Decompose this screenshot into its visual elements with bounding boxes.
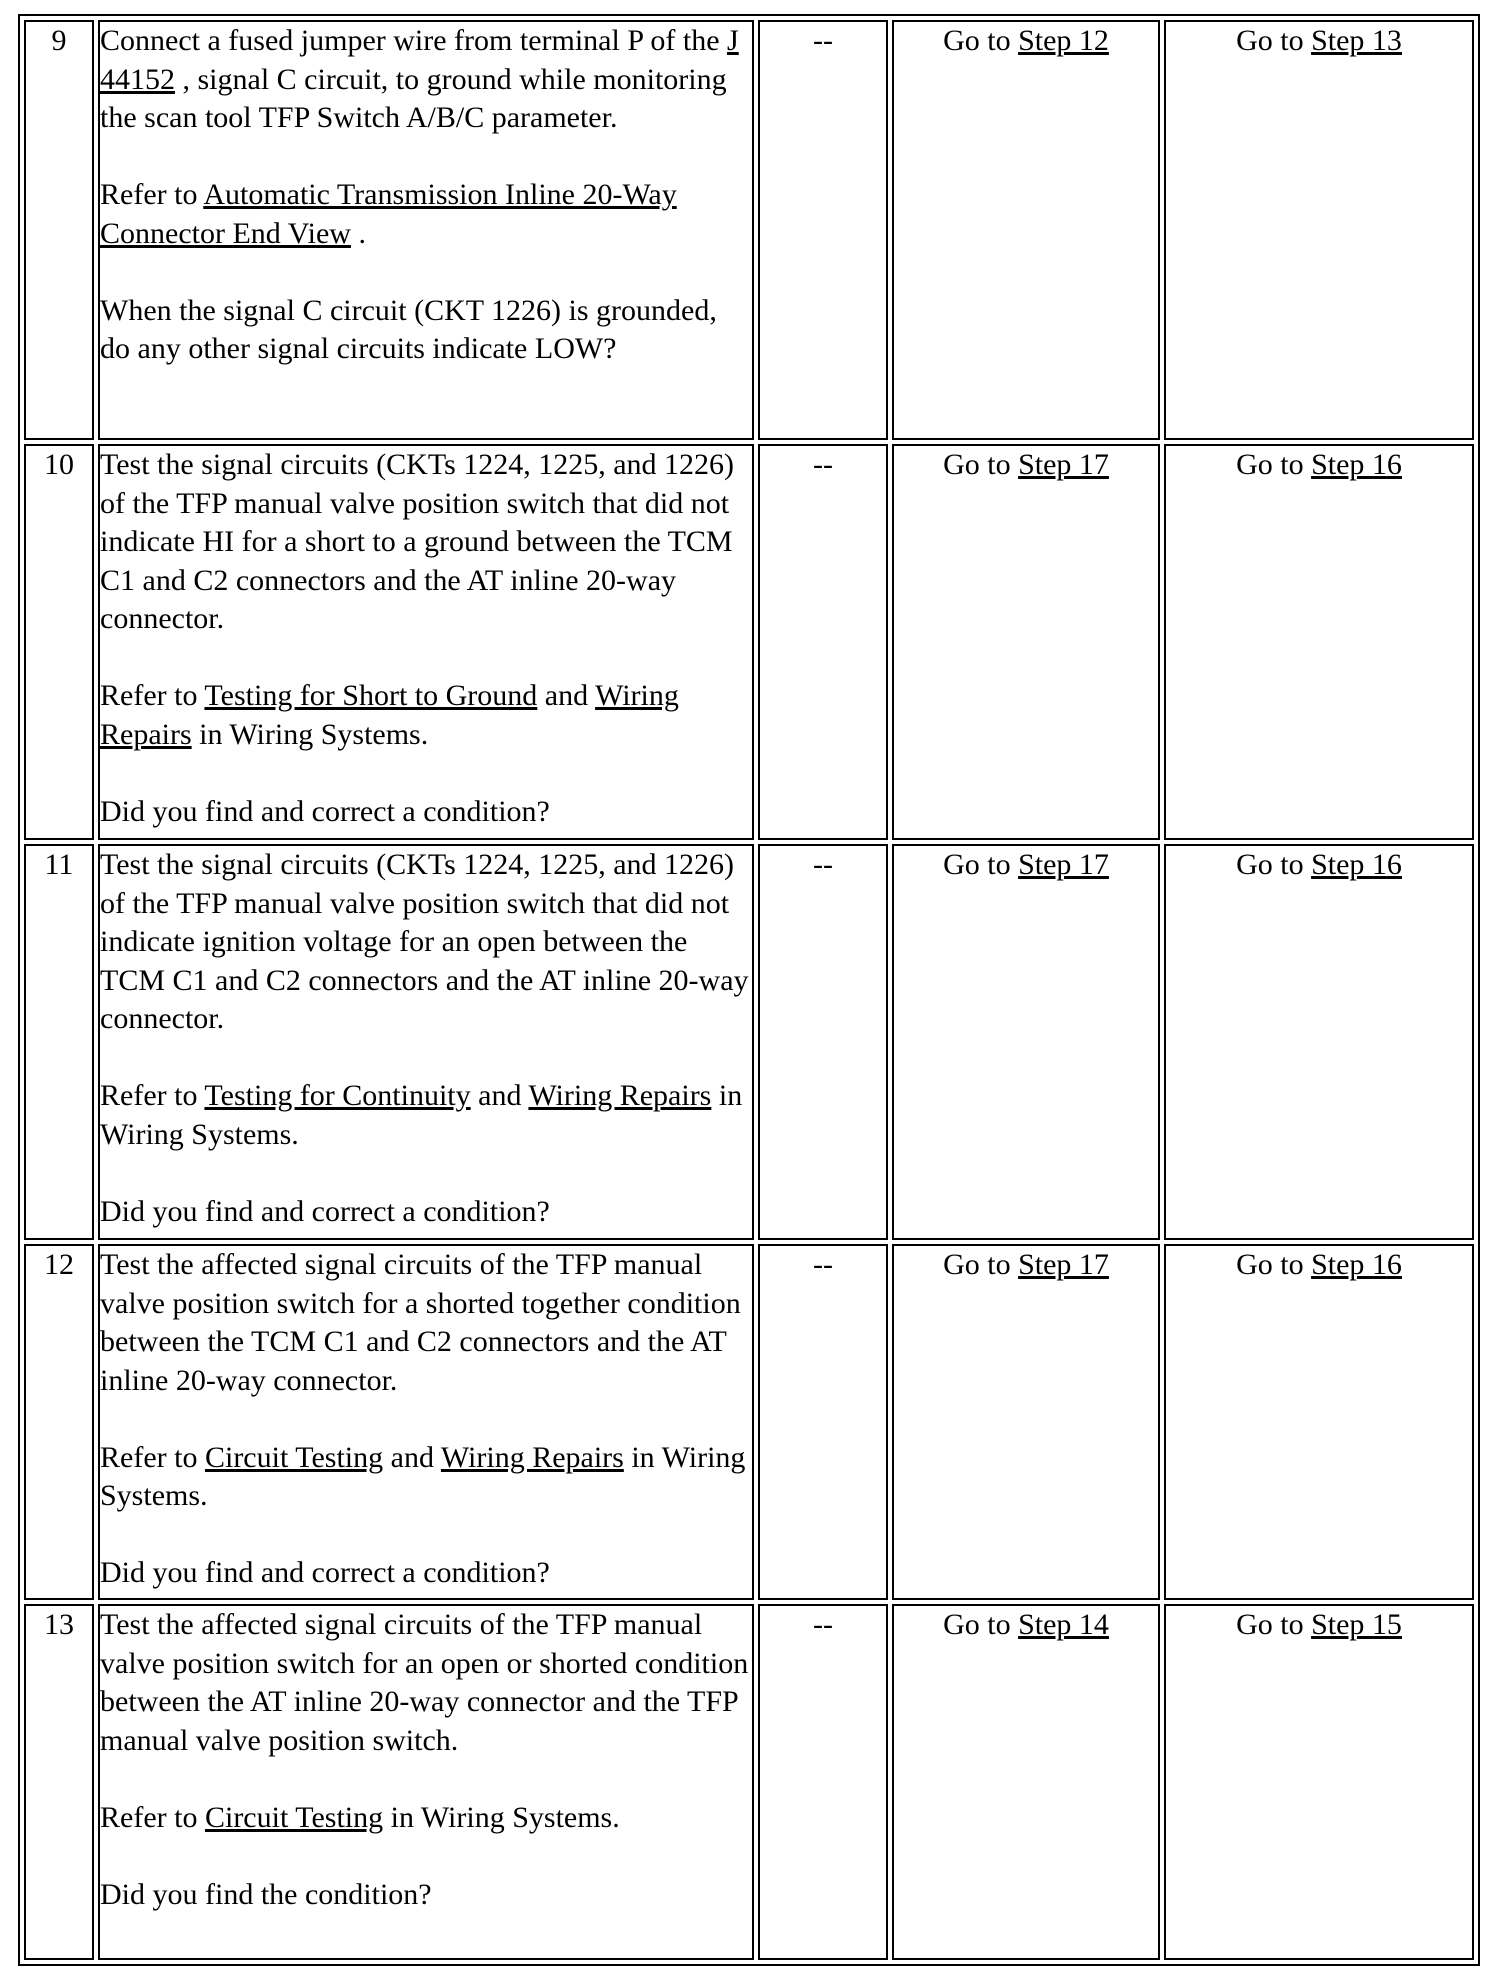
values-cell: --: [758, 20, 888, 440]
instruction-text: Test the signal circuits (CKTs 1224, 1225, and 1226) of the TFP manual valve position switch that did not indicate HI for a short to a ground between the TCM C1 and C2 connectors and the AT inline 20-way connector.: [100, 448, 735, 635]
action-cell: [98, 1244, 754, 1600]
action-cell: [98, 844, 754, 1240]
table-row: [24, 844, 1474, 1240]
reference-link[interactable]: Circuit Testing: [204, 1800, 384, 1834]
wiring-repairs-link[interactable]: Wiring Repairs: [440, 1440, 624, 1474]
yes-cell: Go to Step 17: [892, 1244, 1160, 1600]
question-text: Did you find and correct a condition?: [100, 1556, 550, 1589]
tool-link[interactable]: J 44152: [100, 24, 739, 96]
action-cell: [98, 1604, 754, 1960]
step-number: 9: [24, 20, 94, 440]
action-cell: [98, 20, 754, 440]
reference-text: Refer to Circuit Testing and Wiring Repairs in Wiring Systems.: [100, 1440, 746, 1512]
yes-cell: Go to Step 12: [892, 20, 1160, 440]
reference-text: Refer to Testing for Short to Ground and Wiring Repairs in Wiring Systems.: [100, 679, 679, 751]
no-cell: Go to Step 16: [1164, 844, 1474, 1240]
step-number: 12: [24, 1244, 94, 1600]
yes-step-link[interactable]: Step 17: [1018, 1248, 1109, 1281]
reference-text: Refer to Automatic Transmission Inline 20-Way Connector End View .: [100, 178, 677, 250]
question-text: Did you find the condition?: [100, 1877, 432, 1911]
yes-cell: Go to Step 17: [892, 844, 1160, 1240]
reference-link[interactable]: Circuit Testing: [204, 1440, 384, 1474]
yes-step-link[interactable]: Step 14: [1018, 1608, 1109, 1641]
yes-step-link[interactable]: Step 17: [1018, 848, 1109, 881]
wiring-repairs-link[interactable]: Wiring Repairs: [528, 1079, 712, 1112]
no-step-link[interactable]: Step 13: [1311, 24, 1402, 57]
reference-text: Refer to Testing for Continuity and Wiring Repairs in Wiring Systems.: [100, 1079, 743, 1151]
values-cell: --: [758, 444, 888, 840]
table-row: [24, 1604, 1474, 1960]
yes-step-link[interactable]: Step 12: [1018, 24, 1109, 57]
values-cell: --: [758, 844, 888, 1240]
step-number: 11: [24, 844, 94, 1240]
no-step-link[interactable]: Step 15: [1311, 1608, 1402, 1641]
no-step-link[interactable]: Step 16: [1311, 848, 1402, 881]
no-cell: Go to Step 13: [1164, 20, 1474, 440]
question-text: Did you find and correct a condition?: [100, 794, 550, 828]
table-row: [24, 444, 1474, 840]
action-cell: [98, 444, 754, 840]
yes-cell: Go to Step 17: [892, 444, 1160, 840]
instruction-text: Connect a fused jumper wire from terminal P of the J 44152 , signal C circuit, to ground while monitoring the scan tool TFP Switch A/B/C parameter.: [100, 24, 739, 134]
diagnostic-table: [18, 14, 1480, 1966]
question-text: Did you find and correct a condition?: [100, 1194, 550, 1228]
wiring-repairs-link[interactable]: Wiring Repairs: [100, 679, 679, 751]
table-row: [24, 20, 1474, 440]
no-cell: Go to Step 16: [1164, 1244, 1474, 1600]
step-number: 13: [24, 1604, 94, 1960]
no-cell: Go to Step 16: [1164, 444, 1474, 840]
instruction-text: Test the affected signal circuits of the TFP manual valve position switch for a shorted together condition between the TCM C1 and C2 connectors and the AT inline 20-way connector.: [100, 1248, 741, 1397]
values-cell: --: [758, 1244, 888, 1600]
instruction-text: Test the affected signal circuits of the TFP manual valve position switch for an open or shorted condition between the AT inline 20-way connector and the TFP manual valve position switch.: [100, 1608, 749, 1757]
yes-step-link[interactable]: Step 17: [1018, 448, 1109, 481]
no-cell: Go to Step 15: [1164, 1604, 1474, 1960]
no-step-link[interactable]: Step 16: [1311, 448, 1402, 481]
reference-link[interactable]: Automatic Transmission Inline 20-Way Connector End View: [100, 178, 677, 250]
reference-link[interactable]: Testing for Continuity: [204, 1079, 471, 1112]
question-text: When the signal C circuit (CKT 1226) is grounded, do any other signal circuits indicate LOW?: [100, 293, 717, 365]
values-cell: --: [758, 1604, 888, 1960]
reference-link[interactable]: Testing for Short to Ground: [204, 679, 538, 712]
reference-text: Refer to Circuit Testing in Wiring Systems.: [100, 1800, 620, 1834]
table-row: [24, 1244, 1474, 1600]
yes-cell: Go to Step 14: [892, 1604, 1160, 1960]
no-step-link[interactable]: Step 16: [1311, 1248, 1402, 1281]
instruction-text: Test the signal circuits (CKTs 1224, 1225, and 1226) of the TFP manual valve position switch that did not indicate ignition voltage for an open between the TCM C1 and C2 connectors and the AT inline 20-way connector.: [100, 848, 749, 1035]
step-number: 10: [24, 444, 94, 840]
